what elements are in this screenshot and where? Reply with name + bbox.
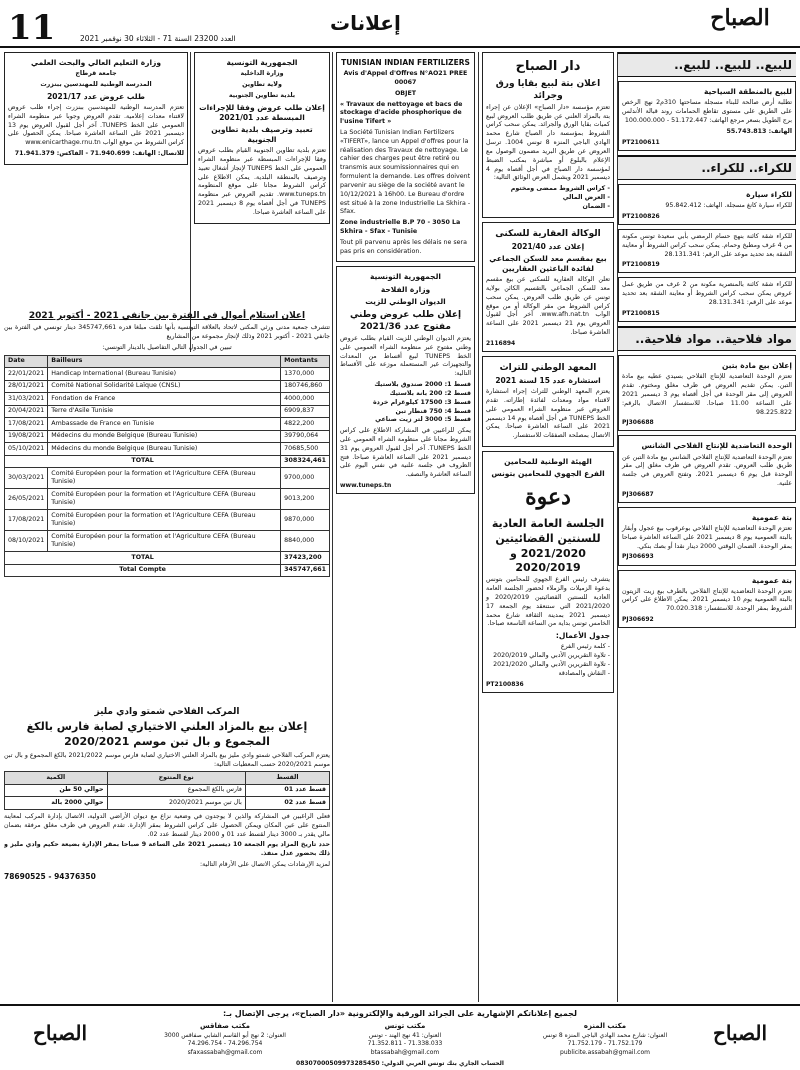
- table-cell: 22/01/2021: [5, 368, 48, 381]
- lawyers-agenda: - كلمة رئيس الفرع - تلاوة التقريرين الأدبي والمالي 2020/2019 - تلاوة التقريرين الأدبي والمالي 2021/2020 - النقاش والمصادقة: [493, 643, 610, 677]
- table-cell: 05/10/2021: [5, 443, 48, 456]
- table-cell: 31/03/2021: [5, 393, 48, 406]
- farm-ad: [618, 435, 796, 502]
- tifert-title: TUNISIAN INDIAN FERTILIZERS: [341, 58, 470, 67]
- education-ad-title: طلب عروض عدد 2021/17: [47, 91, 145, 101]
- section-title: إعلانات: [330, 11, 401, 35]
- office-sfax: [150, 1022, 300, 1057]
- assabah-docs: - كراس الشروط ممضى ومختوم - العرض المالي - الضمان: [510, 185, 610, 210]
- issue-line: العدد 23200 السنة 71 - الثلاثاء 30 نوفمبر 2021: [80, 34, 236, 43]
- page-header: [0, 0, 800, 48]
- office-address: العنوان: شارع محمد الهادي الباجي المنزه 8 تونس: [542, 1031, 668, 1039]
- farm-ad-title: إعلان بيع مادة بتبن: [721, 361, 792, 371]
- rent-header: للكراء.. للكراء..: [618, 155, 796, 180]
- rent-ad-text: للكراء شقة كائنة بالمنصرية مكونة من 2 غرف من طريق عمل عروض يمكن سحب كراس الشروط أو معاينة الشقة بعد تحديد موعد على الرقم: 28.131.341: [622, 281, 792, 307]
- office-menzah: [530, 1022, 680, 1057]
- tataouine-sub3: بلدية تطاوين الجنوبية: [228, 91, 296, 99]
- page-number: 11: [8, 8, 56, 48]
- funding-col-bailleurs: Bailleurs: [48, 355, 281, 368]
- table-row: [5, 443, 330, 456]
- table-cell: Comité Européen pour la formation et l'Agriculture CEFA (Bureau Tunisie): [48, 510, 281, 531]
- table-cell: 08/10/2021: [5, 531, 48, 552]
- tataouine-ad: [194, 52, 330, 224]
- lawyers-text: يتشرف رئيس الفرع الجهوي للمحامين بتونس بدعوة الزميلات والزملاء لحضور الجلسة العامة العادية للسنتين القضائيتين 2020/2019 و 2021/2020 التي ستنعقد يوم الجمعة 17 ديسمبر 2021 بمدينة الثقافة شارع محمد الخامس تونس بداية من الساعة التاسعة صباحا.: [486, 576, 610, 628]
- funding-notice: [4, 308, 330, 700]
- farm-ad-text: تعتزم الوحدة التعاضدية للإنتاج الفلاحي الشانس بيع مادة التبن عن طريق طلب العروض. تقدم العروض في ظرف مغلق إلى مقر الوحدة قبل يوم 6 ديسمبر 2021. وتفتح العروض في جلسة علنية.: [622, 453, 793, 487]
- tataouine-sub2: ولاية تطاوين: [242, 80, 282, 88]
- table-cell: Ambassade de France en Tunisie: [48, 418, 281, 431]
- farm-complex-contact: 78690525 - 94376350: [4, 871, 96, 881]
- lawyers-meeting2: للسنتين القضائيتين: [495, 531, 601, 545]
- oil-office-site: www.tuneps.tn: [340, 482, 392, 490]
- table-row: [5, 784, 330, 797]
- table-cell: Fondation de France: [48, 393, 281, 406]
- funding-subtotal: 308324,461: [281, 455, 330, 468]
- table-cell: 9700,000: [281, 468, 330, 489]
- assabah-title: دار الصباح: [515, 59, 581, 74]
- farm-ad-ref: PJ306693: [622, 553, 654, 561]
- farm-col-qty: الكمية: [5, 772, 108, 785]
- table-cell: 28/01/2021: [5, 380, 48, 393]
- funding-subtotal-label: TOTAL: [5, 455, 281, 468]
- office-tunis: [330, 1022, 480, 1057]
- education-title: وزارة التعليم العالي والبحث العلمي: [30, 58, 162, 67]
- sale-ad-text: تطلبة أرض صالحة للبناء مسجلة مساحتها 310م2 نهج الرخص على الطريق على مستوى تقاطع الحمامات روند قبالة الأندلس برج الطويل بسعر مرجع الهاتف: 51.172.447 - 100.000.000: [622, 99, 792, 124]
- oil-office-text2: يمكن للراغبين في المشاركة الاطلاع على كراس الشروط مجانا على منظومة الشراء العمومي على الخط TUNEPS. آخر أجل لقبول العروض يوم 31 ديسمبر 2021 على الساعة العاشرة صباحا. فتح الظروف في جلسة علنية في نفس اليوم على الساعة العاشرة والنصف.: [340, 427, 471, 479]
- table-cell: 17/08/2021: [5, 418, 48, 431]
- institute-title: المعهد الوطني للتراث: [499, 362, 597, 373]
- housing-ref: 2116894: [486, 339, 516, 347]
- office-phone: 74.296.754 - 74.296.754: [187, 1040, 263, 1048]
- table-cell: Médecins du monde Belgique (Bureau Tunisie): [48, 430, 281, 443]
- funding-subtotal-label: TOTAL: [5, 552, 281, 565]
- newspaper-logo: الصباح: [710, 5, 770, 31]
- office-phone: 71.352.811 - 71.338.033: [367, 1040, 443, 1048]
- education-ad: [4, 52, 188, 165]
- tifert-address: Zone industrielle B.P 70 - 3050 La Skhira - Sfax - Tunisie: [340, 219, 461, 235]
- farm-ad: [618, 355, 796, 431]
- table-cell: 39790,064: [281, 430, 330, 443]
- funding-subtotal: 37423,200: [281, 552, 330, 565]
- table-row: [5, 797, 330, 810]
- farm-col-lot: القسط: [245, 772, 329, 785]
- rent-ad: [618, 184, 796, 225]
- funding-intro: تتشرف جمعية مدنى ورثي المكنى لاتحاد بالعلاقة التونسية بأنها تلقت مبلغا قدره 345747,661 دينار تونسي في الفترة بين جانفي 2021 - أكتوبر 2021 وذلك لإنجاز مجموعة من المشاريع: [4, 324, 330, 340]
- institute-number: استشارة عدد 15 لسنة 2021: [495, 376, 601, 386]
- tataouine-text: تعتزم بلدية تطاوين الجنوبية القيام بطلب عروض وفقا للإجراءات المبسطة عبر منظومة الشراء العمومي على الخط TUNEPS لإنجاز أشغال تعبيد وترصيف بالمنطقة البلدية. يمكن الاطلاع على كراس الشروط مجانا على موقع المنظومة www.tuneps.tn. تقديم العروض عبر منظومة TUNEPS في أجل أقصاه يوم 8 ديسمبر 2021 على الساعة العاشرة صباحا.: [198, 147, 326, 216]
- office-address: العنوان: 2 نهج أبو القاسم الشابي صفاقس 3000: [164, 1031, 286, 1039]
- table-row: [5, 380, 330, 393]
- lawyers-sub: الفرع الجهوي للمحامين بتونس: [491, 469, 605, 479]
- table-cell: Terre d'Asile Tunisie: [48, 405, 281, 418]
- oil-office-title: الجمهورية التونسية: [370, 272, 441, 282]
- tataouine-ad-title: إعلان طلب عروض وفقا للإجراءات المبسطة عدد 2021/01: [199, 102, 325, 122]
- funding-col-date: Date: [5, 355, 48, 368]
- education-text: تعتزم المدرسة الوطنية للمهندسين ببنزرت إجراء طلب عروض لاقتناء معدات إعلامية. تقدم العروض وجوبا عبر منظومة الشراء العمومي على الخط TUNEPS. آخر أجل لقبول العروض يوم 13 ديسمبر 2021 على الساعة العاشرة صباحا. يمكن الحصول على كراس الشروط من موقع الواب www.enicarthage.rnu.tn: [8, 103, 185, 147]
- table-cell: 4822,200: [281, 418, 330, 431]
- lawyers-ad: [482, 451, 614, 693]
- farm-cell: قسط عدد 01: [245, 784, 329, 797]
- funding-total: 345747,661: [281, 564, 330, 577]
- table-row: [5, 368, 330, 381]
- lawyers-agenda-label: جدول الأعمال:: [555, 631, 610, 641]
- farm-cell: فارس بالكغ المجموع: [107, 784, 245, 797]
- funding-total-label: Total Compte: [5, 564, 281, 577]
- farm-ad: [618, 507, 796, 566]
- farm-header: مواد فلاحية.. مواد فلاحية..: [618, 326, 796, 351]
- classifieds-column: [618, 52, 796, 1002]
- farm-complex-contact-label: لمزيد الإرشادات يمكن الاتصال على الأرقام التالية:: [200, 861, 330, 869]
- table-row: [5, 405, 330, 418]
- lawyers-years: 2021/2020 و 2020/2019: [510, 546, 586, 575]
- assabah-ad: [482, 52, 614, 218]
- assabah-text: تعتزم مؤسسة «دار الصباح» الإعلان عن إجراء بتة بالمزاد العلني عن طريق طلب العروض لبيع كميات بقايا الورق والجرائد. يمكن سحب كراس الشروط بمؤسسة دار الصباح شارع محمد الهادي الباجي المنزه 8 تونس 1004. ترسل العروض عن طريق البريد مضمون الوصول مع الإعلام بالبلوغ أو مباشرة بمكتب الضبط لمؤسسة دار الصباح في أجل أقصاه يوم 4 ديسمبر 2021 ويشمل العرض الوثائق التالية:: [486, 103, 610, 182]
- farm-ad-text: تعتزم الوحدة التعاضدية للإنتاج الفلاحي بوعرقوب بيع عجول وأبقار بالبتة العمومية يوم 8 ديسمبر 2021 على الساعة العاشرة صباحا بمقر الوحدة. الضمان الوقتي 2000 دينار نقدا أو بصك بنكي.: [622, 525, 792, 550]
- table-cell: Comité Européen pour la formation et l'Agriculture CEFA (Bureau Tunisie): [48, 468, 281, 489]
- farm-cell: حوالي 50 طن: [5, 784, 108, 797]
- farm-ad-title: بتة عمومية: [751, 575, 792, 585]
- rent-ad-text: للكراء سيارة كانغ مسجلة. الهاتف: 95.842.412: [665, 201, 792, 209]
- table-cell: 9870,000: [281, 510, 330, 531]
- farm-complex-intro: يعتزم المركب الفلاحي شمتو وادي مليز بيع بالمزاد العلني الاختياري لصابة فارس موسم 2021/2022 بالكغ المجموع و بال تبن موسم 2020/2021 حسب المعطيات التالية:: [4, 751, 330, 768]
- footer-bank: الحساب الجاري بنك تونس العربي الدولي: 08307000509973285450: [296, 1059, 504, 1067]
- institute-ad: [482, 356, 614, 447]
- tifert-end: Tout pli parvenu après les délais ne sera pas pris en considération.: [340, 238, 467, 255]
- tifert-object-label: OBJET: [394, 89, 417, 97]
- education-sub2: المدرسة الوطنية للمهندسين ببنزرت: [40, 80, 152, 88]
- column-divider: [190, 52, 191, 352]
- table-row: [5, 418, 330, 431]
- table-cell: 19/08/2021: [5, 430, 48, 443]
- farm-ad-ref: PJ306687: [622, 490, 654, 498]
- footer-title: لجميع إعلاناتكم الإشهارية على الجرائد الورقية والإلكترونية «دار الصباح»، يرجى الإتصال بـ:: [223, 1009, 577, 1018]
- table-cell: Comité Européen pour la formation et l'Agriculture CEFA (Bureau Tunisie): [48, 489, 281, 510]
- lawyers-ref: PT2100836: [486, 680, 524, 688]
- sale-ad-phone: الهاتف: 55.743.813: [726, 127, 792, 135]
- farm-ad-title: بتة عمومية: [751, 512, 792, 522]
- table-cell: Comité Européen pour la formation et l'Agriculture CEFA (Bureau Tunisie): [48, 531, 281, 552]
- sale-ad: [618, 81, 796, 150]
- table-cell: 6909,837: [281, 405, 330, 418]
- tataouine-column: [194, 52, 330, 302]
- table-cell: 8840,000: [281, 531, 330, 552]
- office-phone: 71.752.179 - 71.752.179: [567, 1040, 643, 1048]
- table-cell: 180746,860: [281, 380, 330, 393]
- table-cell: 9013,200: [281, 489, 330, 510]
- column-divider: [332, 52, 333, 1002]
- rent-ad-title: للكراء سيارة: [746, 189, 792, 199]
- farm-ad: [618, 570, 796, 629]
- table-cell: 26/05/2021: [5, 489, 48, 510]
- notices-column: [482, 52, 614, 1002]
- farm-complex-text: فعلى الراغبين في المشاركة والذين لا يوجدون في وضعية نزاع مع ديوان الأراضي الدولية، الاتصال بإدارة المركب لمعاينة المنتوج على عين المكان ويمكن الحصول على كراس الشروط بمقر الإدارة. تقدم العروض في ظرف مغلق مرفقة بضمان مالي يقدر بـ 3000 دينار لقسط عدد 01 و 2000 دينار لقسط عدد 02.: [4, 812, 330, 838]
- table-cell: Handicap International (Bureau Tunisie): [48, 368, 281, 381]
- table-cell: 4000,000: [281, 393, 330, 406]
- housing-title: الوكالة العقارية للسكنى: [495, 228, 601, 239]
- education-sub: جامعة قرطاج: [75, 70, 117, 78]
- table-row: [5, 430, 330, 443]
- office-email: btassabah@gmail.com: [370, 1048, 440, 1056]
- farm-complex-headline: إعلان بيع بالمزاد العلني الاختياري لصابة فارس بالكغ المجموع و بال تبن موسم 2020/2021: [26, 720, 308, 748]
- column-divider: [478, 52, 479, 1002]
- farm-complex-ad: [4, 704, 330, 1000]
- assabah-subtitle: اعلان بتة لبيع بقايا ورق وجرائد: [495, 78, 601, 101]
- rent-ad-ref: PT2100819: [622, 261, 660, 269]
- oil-office-ad-title: إعلان طلب عروض وطني مفتوح عدد 2021/36: [349, 309, 462, 332]
- sale-ad-ref: PT2100611: [622, 138, 660, 146]
- footer-logo-right: الصباح: [712, 1021, 768, 1045]
- farm-complex-deadline: حدد تاريخ المزاد يوم الجمعة 10 ديسمبر 2021 على الساعة 9 صباحا بمقر الإدارة بضيعة حكيم وادي مليز و ذلك بحضور عدل منفذ.: [4, 841, 330, 858]
- farm-complex-title: المركب الفلاحي شمتو وادي مليز: [94, 707, 240, 717]
- office-email: publicite.assabah@gmail.com: [560, 1048, 650, 1056]
- table-row: [5, 489, 330, 510]
- housing-subtitle: بيع بمقسم معد للسكن الجماعي لفائدة الباعثين العقاريين: [489, 253, 607, 273]
- tifert-body: La Société Tunisian Indian Fertilizers «TIFERT», lance un Appel d'offres pour la réalisation des Travaux de nettoyage. Le cahier des charges peut être retiré ou transmis aux soumissionnaires qui en formulent la demande. Les offres doivent parvenir au siège de la société avant le 10/12/2021 à 16h00. Le Bureau d'ordre est situé à la zone Industrielle La Skhira - Sfax.: [340, 129, 471, 216]
- sale-ad-title: للبيع بالمنطقة السياحية: [703, 87, 792, 97]
- office-address: العنوان: 41 نهج الهند - تونس: [368, 1031, 442, 1039]
- table-cell: 1370,000: [281, 368, 330, 381]
- footer-logo-left: الصباح: [32, 1021, 88, 1045]
- office-name: مكتب المنزه: [583, 1022, 627, 1030]
- tifert-ad: [336, 52, 475, 262]
- rent-ad-ref: PT2100815: [622, 309, 660, 317]
- sale-header: للبيع.. للبيع.. للبيع..: [618, 52, 796, 77]
- tifert-subtitle: Avis d'Appel d'Offres N°AO21 PREE 00067: [343, 70, 468, 86]
- farm-col-product: نوع المنتوج: [107, 772, 245, 785]
- office-name: مكتب تونس: [384, 1022, 426, 1030]
- oil-office-lots: قسط 1: 2000 صندوق بلاستيك قسط 2: 200 بانة بلاستيك قسط 3: 17500 كيلوغرام خردة قسط 4: 750 قنطار تبن قسط 5: 3000 لتر زيت صناعي: [372, 381, 471, 424]
- table-cell: 17/08/2021: [5, 510, 48, 531]
- farm-cell: قسط عدد 02: [245, 797, 329, 810]
- funding-table: [4, 355, 330, 578]
- rent-ad: [618, 277, 796, 322]
- farm-ad-title: الوحدة التعاضدية للإنتاج الفلاحي الشانس: [641, 441, 792, 451]
- table-row: [5, 531, 330, 552]
- housing-ad: [482, 222, 614, 352]
- office-name: مكتب صفاقس: [199, 1022, 251, 1030]
- funding-title: اعلان استلام أموال في الفترة بين جانفي 2021 - أكتوبر 2021: [28, 311, 306, 321]
- housing-text: تعلن الوكالة العقارية للسكنى عن بيع مقسم معد للسكن الجماعي بالتقسيم الكائن بولاية تونس عن طريق طلب العروض. يمكن سحب كراس الشروط من مقر الوكالة أو من موقع الواب www.afh.nat.tn. آخر أجل لقبول العروض يوم 21 ديسمبر 2021 على الساعة العاشرة صباحا.: [486, 276, 610, 336]
- table-cell: 30/03/2021: [5, 468, 48, 489]
- table-cell: Médecins du monde Belgique (Bureau Tunisie): [48, 443, 281, 456]
- oil-office-text: يعتزم الديوان الوطني للزيت القيام بطلب عروض وطني مفتوح عبر منظومة الشراء العمومي على الخط TUNEPS لبيع أقساط من المعدات والتجهيزات غير المستعملة موزعة على الأقساط التالية:: [340, 335, 471, 378]
- farm-cell: حوالي 2000 بالة: [5, 797, 108, 810]
- funding-col-montants: Montants: [281, 355, 330, 368]
- farm-ad-ref: PJ306692: [622, 616, 654, 624]
- oil-office-sub2: الديوان الوطني للزيت: [365, 296, 446, 306]
- farm-ad-ref: PJ306688: [622, 419, 654, 427]
- lawyers-meeting: الجلسة العامة العادية: [491, 516, 605, 530]
- rent-ad: [618, 229, 796, 274]
- housing-number: إعلان عدد 2021/40: [511, 241, 585, 251]
- table-row: [5, 468, 330, 489]
- farm-cell: بال تبن موسم 2020/2021: [107, 797, 245, 810]
- education-contact: للاتصال: الهاتف: 71.940.699 - الفاكس: 71.941.379: [14, 149, 184, 157]
- farm-complex-table: [4, 771, 330, 810]
- farm-ad-text: تعتزم الوحدة التعاضدية للإنتاج الفلاحي بسيدي عطيه بيع مادة التبن. يمكن تقديم العروض في ظرف مغلق ومختوم. تقدم العروض إلى مقر الوحدة في أجل أقصاه يوم 3 ديسمبر 2021 على الساعة 11.00 صباحا. للاستفسار الاتصال بالرقم: 98.225.822: [622, 373, 792, 416]
- institute-text: يعتزم المعهد الوطني للتراث إجراء استشارة لاقتناء مواد ومعدات لفائدة إطاراته. تقدم العروض عبر منظومة الشراء العمومي على الخط TUNEPS في أجل أقصاه يوم 14 ديسمبر 2021 على الساعة العاشرة صباحا. يمكن الاتصال بمصلحة الصفقات للاستفسار.: [486, 388, 610, 440]
- lawyers-invite: دعوة: [525, 484, 571, 511]
- rent-ad-text: للكراء شقة كائنة بنهج حسام الرمضي بأبي سعيدة تونس مكونة من 4 غرف ومطبخ وحمام. يمكن سحب كراس الشروط أو معاينة الشقة بعد تحديد موعد على الرقم: 28.131.341: [622, 232, 792, 258]
- table-row: [5, 393, 330, 406]
- rent-ad-ref: PT2100826: [622, 212, 660, 220]
- office-email: sfaxassabah@gmail.com: [187, 1048, 263, 1056]
- page-footer: [0, 1004, 800, 1070]
- table-cell: Comité National Solidarité Laïque (CNSL): [48, 380, 281, 393]
- tataouine-title: الجمهورية التونسية: [226, 58, 298, 67]
- tataouine-ad-sub: تعبيد وترصيف بلدية تطاوين الجنوبية: [211, 124, 313, 144]
- tenders-column: [336, 52, 475, 1002]
- oil-office-sub1: وزارة الفلاحة: [380, 284, 431, 294]
- table-cell: 20/04/2021: [5, 405, 48, 418]
- farm-ad-text: تعتزم الوحدة التعاضدية للإنتاج الفلاحي بالطرف بيع زيت الزيتون بالبتة العمومية يوم 10 ديسمبر 2021. يمكن الاطلاع على كراس الشروط بمقر الوحدة. للاستفسار: 70.020.318: [622, 587, 792, 613]
- oil-office-ad: [336, 266, 475, 494]
- funding-intro2: تبيين في الجدول التالي التفاصيل بالدينار التونسي:: [102, 343, 232, 351]
- table-cell: 70685,500: [281, 443, 330, 456]
- tifert-object: « Travaux de nettoyage et bacs de stockage d'acide phosphorique de l'usine Tifert »: [340, 100, 463, 126]
- lawyers-title: الهيئة الوطنية للمحامين: [504, 457, 592, 467]
- table-row: [5, 510, 330, 531]
- education-column: [4, 52, 188, 302]
- tataouine-sub1: وزارة الداخلية: [240, 70, 284, 78]
